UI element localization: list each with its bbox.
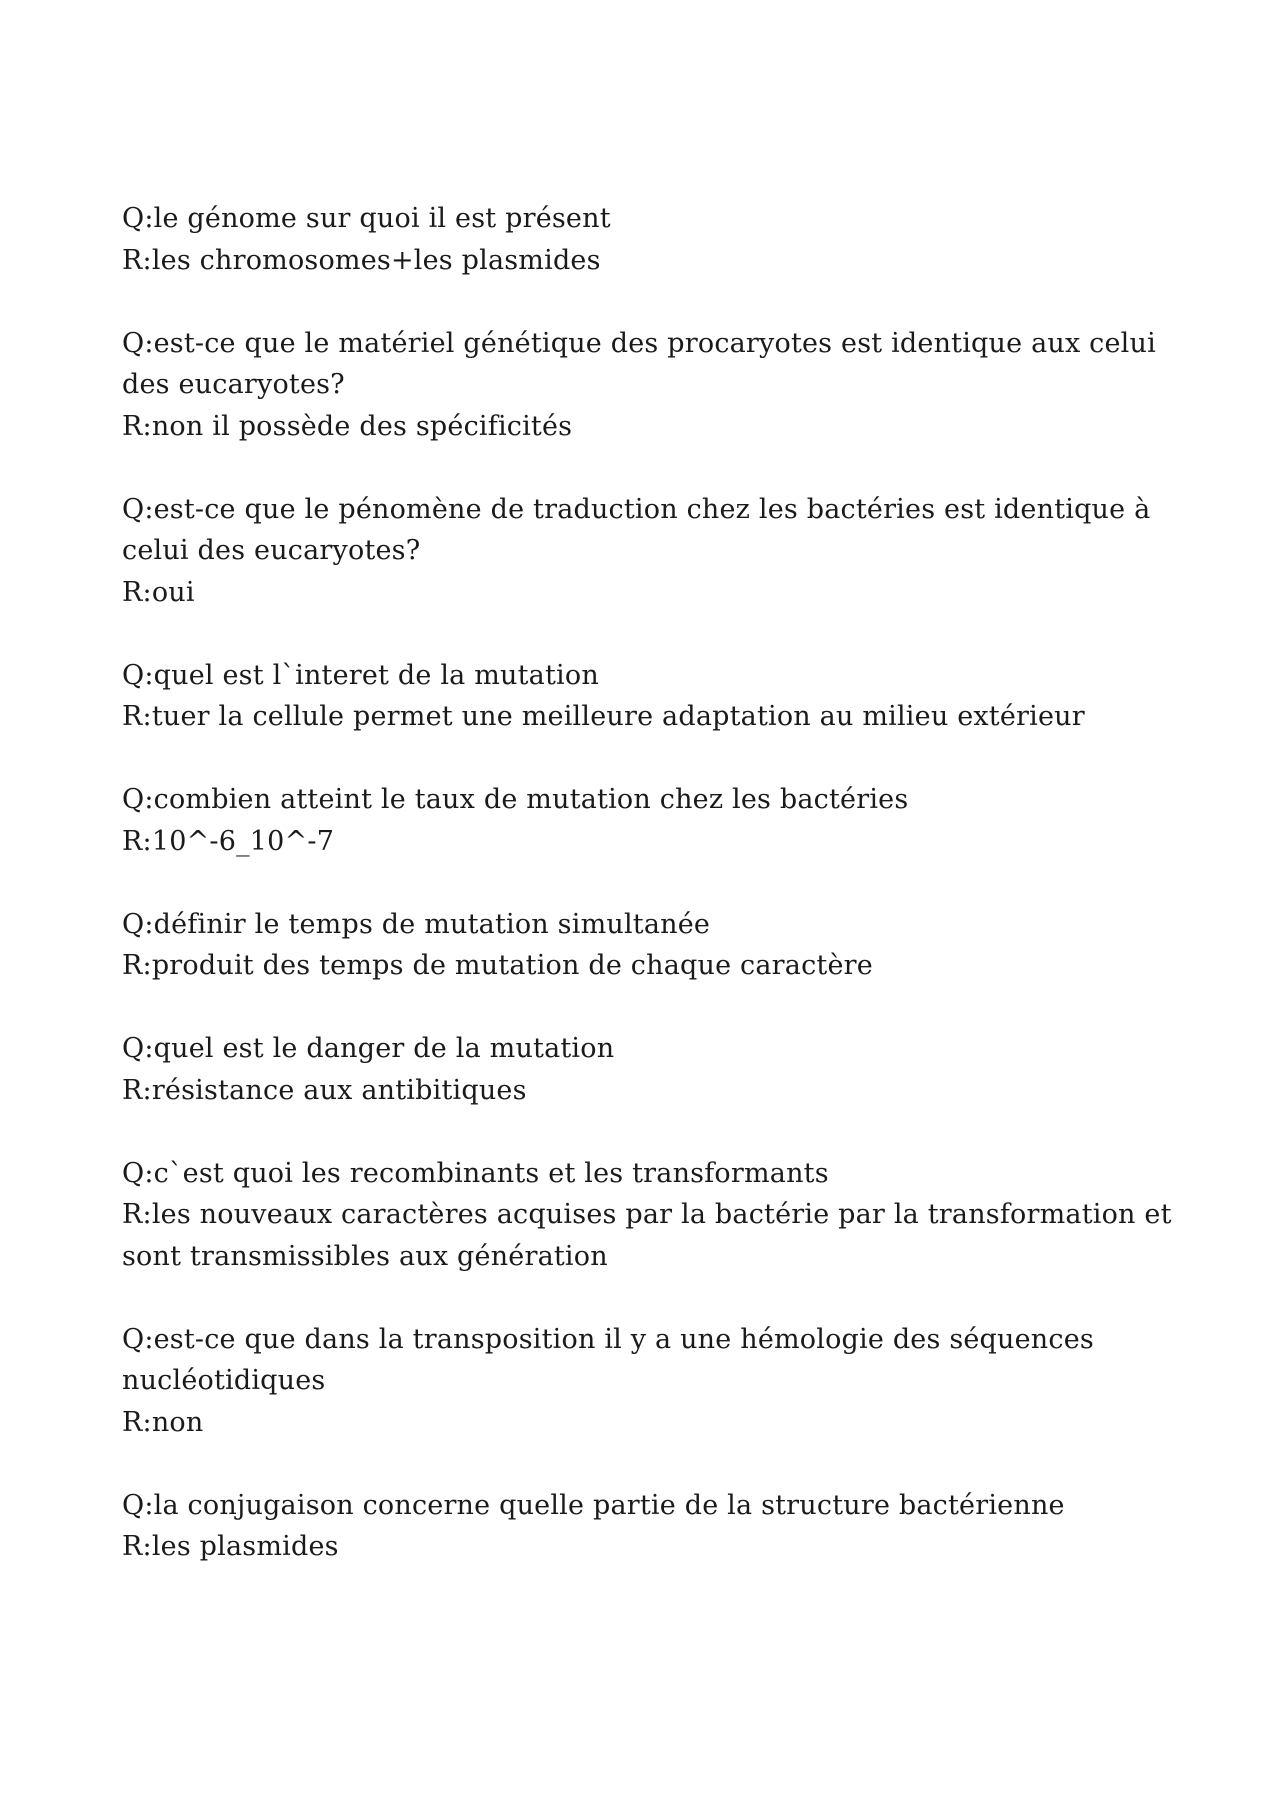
question: Q:est-ce que dans la transposition il y a une hémologie des séquences nucléotidiques xyxy=(122,1323,1094,1396)
answer: R:tuer la cellule permet une meilleure adaptation au milieu extérieur xyxy=(122,701,1085,732)
answer: R:résistance aux antibitiques xyxy=(122,1074,527,1106)
qa-item-5 xyxy=(122,779,1182,862)
answer: R:oui xyxy=(122,576,195,608)
answer: R:non xyxy=(122,1406,204,1438)
question: Q:combien atteint le taux de mutation chez les bactéries xyxy=(122,784,909,815)
question: Q:est-ce que le pénomène de traduction chez les bactéries est identique à celui des eucaryotes? xyxy=(122,493,1151,566)
qa-item-4 xyxy=(122,655,1182,738)
qa-list xyxy=(122,198,1182,1609)
answer: R:les plasmides xyxy=(122,1531,339,1562)
question: Q:c`est quoi les recombinants et les transformants xyxy=(122,1157,829,1189)
answer: R:10^-6_10^-7 xyxy=(122,825,335,857)
answer: R:les nouveaux caractères acquises par la bactérie par la transformation et sont transmissibles aux génération xyxy=(122,1199,1172,1272)
qa-item-3 xyxy=(122,489,1182,614)
answer: R:non il possède des spécificités xyxy=(122,410,573,442)
question: Q:quel est le danger de la mutation xyxy=(122,1033,615,1064)
question: Q:définir le temps de mutation simultanée xyxy=(122,908,711,940)
answer: R:les chromosomes+les plasmides xyxy=(122,244,601,276)
qa-item-6 xyxy=(122,904,1182,987)
question: Q:la conjugaison concerne quelle partie de la structure bactérienne xyxy=(122,1489,1065,1521)
question: Q:quel est l`interet de la mutation xyxy=(122,659,599,691)
answer: R:produit des temps de mutation de chaque caractère xyxy=(122,950,873,981)
qa-item-8 xyxy=(122,1153,1182,1278)
qa-item-9 xyxy=(122,1319,1182,1444)
qa-item-7 xyxy=(122,1028,1182,1111)
qa-item-2 xyxy=(122,323,1182,448)
question: Q:le génome sur quoi il est présent xyxy=(122,203,611,234)
question: Q:est-ce que le matériel génétique des procaryotes est identique aux celui des eucaryotes? xyxy=(122,327,1156,400)
qa-item-10 xyxy=(122,1485,1182,1568)
qa-item-1 xyxy=(122,198,1182,281)
